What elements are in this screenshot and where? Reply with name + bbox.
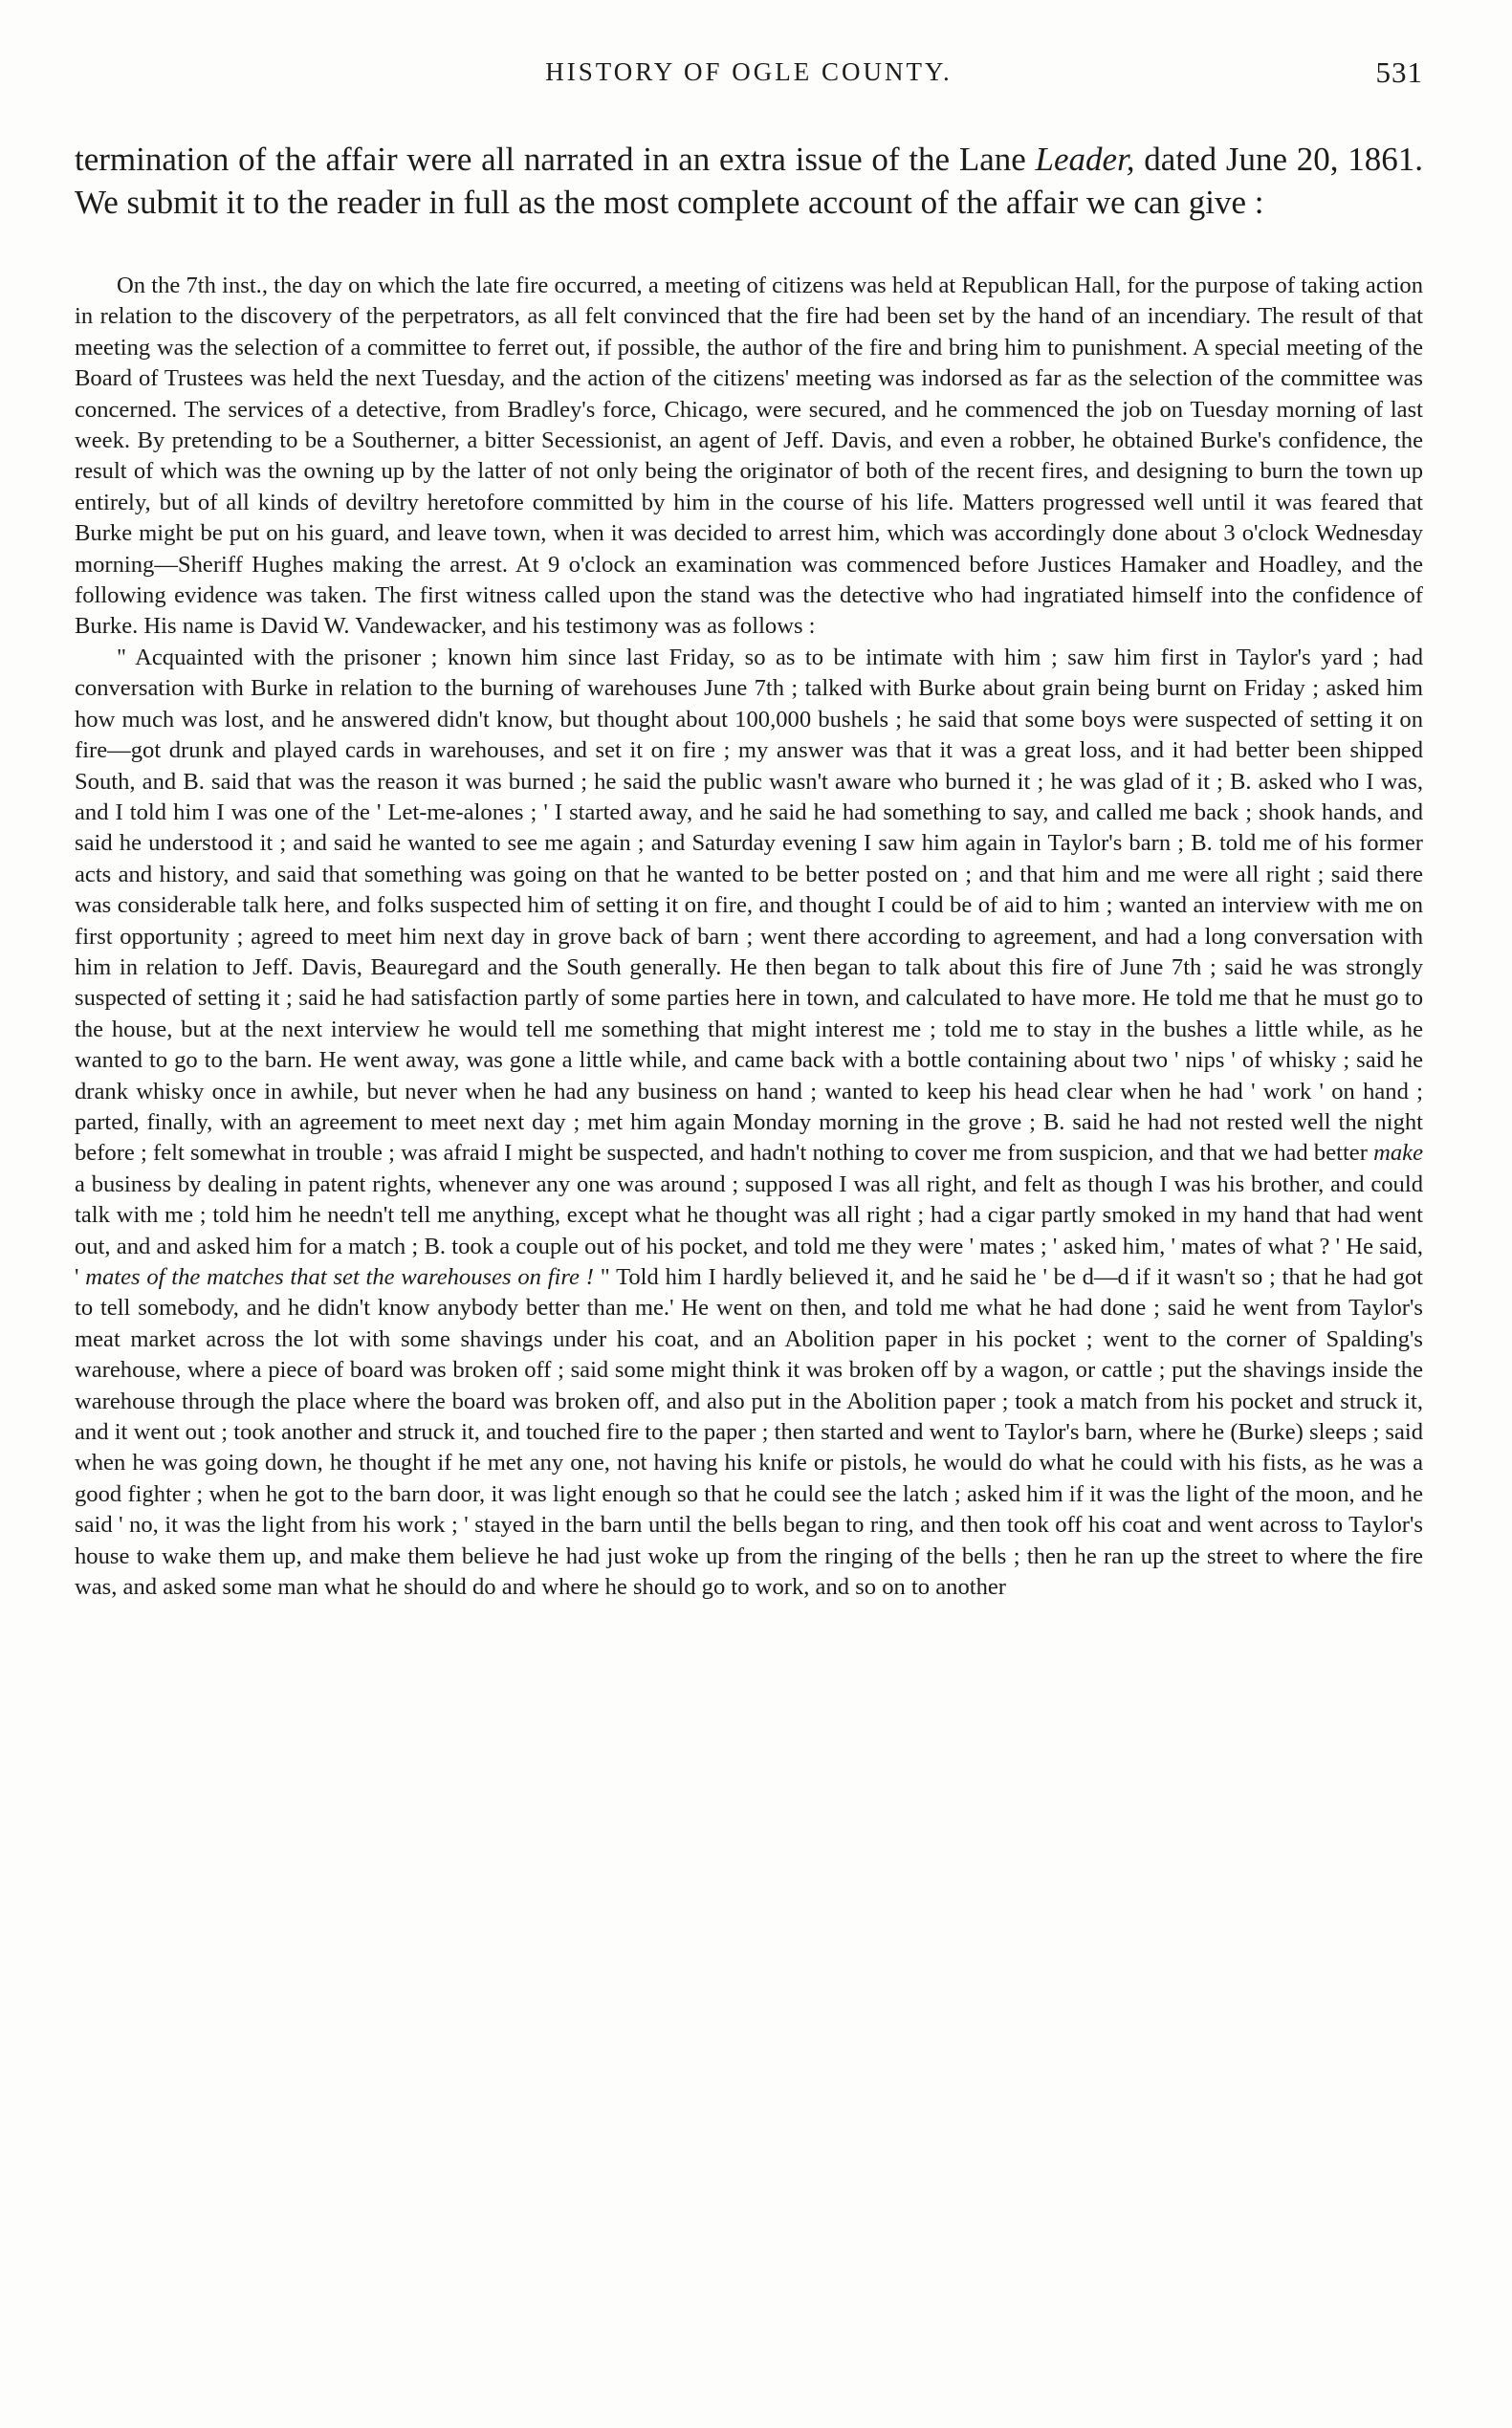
testimony-part-2: a business by dealing in patent rights, whenever any one was around ; supposed I was all right, and felt as though I was his brother, and could talk with me ; told him he needn't tell me anything, except what he thought was all right ; had a cigar partly smoked in my hand that had went out, and and asked him for a match ; B. took a couple out of his pocket, and told me they were ' mates ; ' asked him, ' mates of what ? ' He said, ' <box>75 1170 1423 1290</box>
testimony-paragraph <box>75 643 1423 1604</box>
intro-text-end: dated June 20, 1861. We submit it to the reader in full as the most complete account of the affair we can give : <box>75 141 1423 221</box>
article-text <box>75 271 1423 1603</box>
page-number: 531 <box>1375 55 1423 89</box>
running-header <box>75 55 1423 94</box>
intro-text-start: termination of the affair were all narrated in an extra issue of the Lane <box>75 141 1036 178</box>
article-paragraph-1: On the 7th inst., the day on which the late fire occurred, a meeting of citizens was held at Republican Hall, for the purpose of taking action in relation to the discovery of the perpetrators, as all felt convinced that the fire had been set by the hand of an incendiary. The result of that meeting was the selection of a committee to ferret out, if possible, the author of the fire and bring him to punishment. A special meeting of the Board of Trustees was held the next Tuesday, and the action of the citizens' meeting was indorsed as far as the selection of the committee was concerned. The services of a detective, from Bradley's force, Chicago, were secured, and he commenced the job on Tuesday morning of last week. By pretending to be a Southerner, a bitter Secessionist, an agent of Jeff. Davis, and even a robber, he obtained Burke's confidence, the result of which was the owning up by the latter of not only being the originator of both of the recent fires, and designing to burn the town up entirely, but of all kinds of deviltry heretofore committed by him in the course of his life. Matters progressed well until it was feared that Burke might be put on his guard, and leave town, when it was decided to arrest him, which was accordingly done about 3 o'clock Wednesday morning—Sheriff Hughes making the arrest. At 9 o'clock an examination was commenced before Justices Hamaker and Hoadley, and the following evidence was taken. The first witness called upon the stand was the detective who had ingratiated himself into the confidence of Burke. His name is David W. Vandewacker, and his testimony was as follows : <box>75 273 1423 640</box>
newspaper-name: Leader, <box>1035 141 1135 178</box>
testimony-italic-1: make <box>1373 1140 1423 1167</box>
testimony-italic-2: mates of the matches that set the warehouses on fire ! <box>85 1264 594 1290</box>
testimony-part-3: " Told him I hardly believed it, and he said he ' be d—d if it wasn't so ; that he had got to tell somebody, and he didn't know anybody better than me.' He went on then, and told me what he had done ; said he went from Taylor's meat market across the lot with some shavings under his coat, and an Abolition paper in his pocket ; went to the corner of Spalding's warehouse, where a piece of board was broken off ; said some might think it was broken off by a wagon, or cattle ; put the shavings inside the warehouse through the place where the board was broken off, and also put in the Abolition paper ; took a match from his pocket and struck it, and it went out ; took another and struck it, and touched fire to the paper ; then started and went to Taylor's barn, where he (Burke) sleeps ; said when he was going down, he thought if he met any one, not having his knife or pistols, he would do what he could with his fists, as he was a good fighter ; when he got to the barn door, it was light enough so that he could see the latch ; asked him if it was the light of the moon, and he said ' no, it was the light from his work ; ' stayed in the barn until the bells began to ring, and then took off his coat and went across to Taylor's house to wake them up, and make them believe he had just woke up from the ringing of the bells ; then he ran up the street to where the fire was, and asked some man what he should do and where he should go to work, and so on to another <box>75 1264 1423 1601</box>
running-title: HISTORY OF OGLE COUNTY. <box>545 57 953 86</box>
testimony-part-1: " Acquainted with the prisoner ; known him since last Friday, so as to be intimate with him ; saw him first in Taylor's yard ; had conversation with Burke in relation to the burning of warehouses June 7th ; talked with Burke about grain being burnt on Friday ; asked him how much was lost, and he answered didn't know, but thought about 100,000 bushels ; he said that some boys were suspected of setting it on fire—got drunk and played cards in warehouses, and set it on fire ; my answer was that it was a great loss, and it had better been shipped South, and B. said that was the reason it was burned ; he said the public wasn't aware who burned it ; he was glad of it ; B. asked who I was, and I told him I was one of the ' Let-me-alones ; ' I started away, and he said he had something to say, and called me back ; shook hands, and said he understood it ; and said he wanted to see me again ; and Saturday evening I saw him again in Taylor's barn ; B. told me of his former acts and history, and said that something was going on that he wanted to be better posted on ; and that him and me were all right ; said there was considerable talk here, and folks suspected him of setting it on fire, and thought I could be of aid to him ; wanted an interview with me on first opportunity ; agreed to meet him next day in grove back of barn ; went there according to agreement, and had a long conversation with him in relation to Jeff. Davis, Beauregard and the South generally. He then began to talk about this fire of June 7th ; said he was strongly suspected of setting it ; said he had satisfaction partly of some parties here in town, and calculated to have more. He told me that he must go to the house, but at the next interview he would tell me something that might interest me ; told me to stay in the bushes a little while, as he wanted to go to the barn. He went away, was gone a little while, and came back with a bottle containing about two ' nips ' of whisky ; said he drank whisky once in awhile, but never when he had any business on hand ; wanted to keep his head clear when he had ' work ' on hand ; parted, finally, with an agreement to meet next day ; met him again Monday morning in the grove ; B. said he had not rested well the night before ; felt somewhat in trouble ; was afraid I might be suspected, and hadn't nothing to cover me from suspicion, and that we had better <box>75 644 1423 1167</box>
intro-paragraph <box>75 138 1423 224</box>
